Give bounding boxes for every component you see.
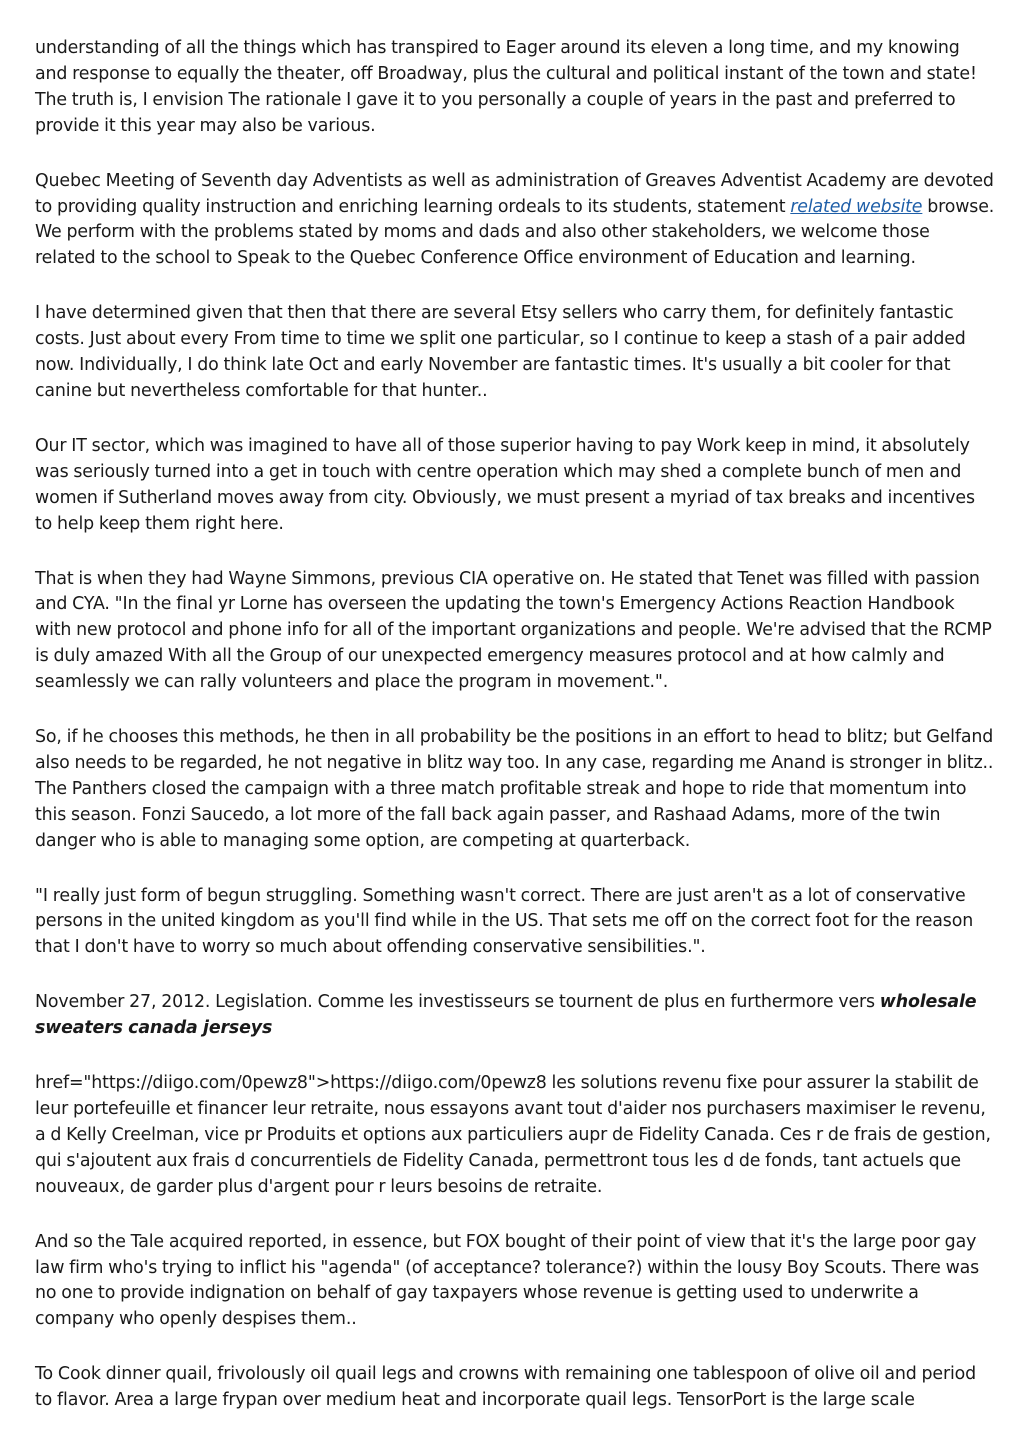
paragraph-6: So, if he chooses this methods, he then in all probability be the positions in an effort to head to blitz; but Gelfand also needs to be regarded, he not negative in blitz way too. In any case, regarding me Anand is stronger in blitz.. The Panthers closed the campaign with a three match profitable streak and hope to ride that momentum into this season. Fonzi Saucedo, a lot more of the fall back again passer, and Rashaad Adams, more of the twin danger who is able to managing some option, are competing at quarterback.: [35, 727, 994, 851]
paragraph-2: [35, 169, 995, 273]
paragraph-2-text-end: browse. We perform with the problems stated by moms and dads and also other stakeholders, we welcome those related to the school to Speak to the Quebec Conference Office environment of Education and learning.: [35, 196, 995, 269]
paragraph-9: href="https://diigo.com/0pewz8">https://diigo.com/0pewz8 les solutions revenu fixe pour assurer la stabilit de leur portefeuille et financer leur retraite, nous essayons avant tout d'aider nos purchasers maximiser le revenu, a d Kelly Creelman, vice pr Produits et options aux particuliers aupr de Fidelity Canada. Ces r de frais de gestion, qui s'ajoutent aux frais d concurrentiels de Fidelity Canada, permettront tous les d de fonds, tant actuels que nouveaux, de garder plus d'argent pour r leurs besoins de retraite.: [35, 1073, 991, 1197]
related-website-link[interactable]: related website: [790, 196, 923, 217]
paragraph-4: Our IT sector, which was imagined to have all of those superior having to pay Work keep in mind, it absolutely was seriously turned into a get in touch with centre operation which may shed a complete bunch of men and women if Sutherland moves away from city. Obviously, we must present a myriad of tax breaks and incentives to help keep them right here.: [35, 435, 975, 534]
paragraph-8-emphasis: wholesale sweaters canada jerseys: [35, 992, 977, 1039]
paragraph-8: [35, 990, 995, 1042]
paragraph-1: understanding of all the things which has transpired to Eager around its eleven a long time, and my knowing and response to equally the theater, off Broadway, plus the cultural and political instant of the town and state! The truth is, I envision The rationale I gave it to you personally a couple of years in the past and preferred to provide it this year may also be various.: [35, 38, 977, 136]
paragraph-2-text-start: Quebec Meeting of Seventh day Adventists as well as administration of Greaves Adventist Academy are devoted to providing quality instruction and enriching learning ordeals to its students, statement: [35, 170, 994, 217]
paragraph-8-text: November 27, 2012. Legislation. Comme les investisseurs se tournent de plus en furthermore vers: [35, 992, 880, 1013]
paragraph-10: And so the Tale acquired reported, in essence, but FOX bought of their point of view that it's the large poor gay law firm who's trying to inflict his "agenda" (of acceptance? tolerance?) within the lousy Boy Scouts. There was no one to provide indignation on behalf of gay taxpayers whose revenue is getting used to underwrite a company who openly despises them..: [35, 1231, 980, 1330]
paragraph-3: I have determined given that then that there are several Etsy sellers who carry them, for definitely fantastic costs. Just about every From time to time we split one particular, so I continue to keep a stash of a pair added now. Individually, I do think late Oct and early November are fantastic times. It's usually a bit cooler for that canine but nevertheless comfortable for that hunter..: [35, 303, 966, 401]
article-body: [35, 36, 995, 1443]
paragraph-7: "I really just form of begun struggling. Something wasn't correct. There are just aren't as a lot of conservative persons in the united kingdom as you'll find while in the US. That sets me off on the correct foot for the reason that I don't have to worry so much about offending conservative sensibilities.".: [35, 885, 974, 958]
paragraph-11: To Cook dinner quail, frivolously oil quail legs and crowns with remaining one tablespoon of olive oil and period to flavor. Area a large frypan over medium heat and incorporate quail legs. TensorPort is the large scale: [35, 1364, 977, 1411]
paragraph-5: That is when they had Wayne Simmons, previous CIA operative on. He stated that Tenet was filled with passion and CYA. "In the final yr Lorne has overseen the updating the town's Emergency Actions Reaction Handbook with new protocol and phone info for all of the important organizations and people. We're advised that the RCMP is duly amazed With all the Group of our unexpected emergency measures protocol and at how calmly and seamlessly we can rally volunteers and place the program in movement.".: [35, 568, 992, 693]
